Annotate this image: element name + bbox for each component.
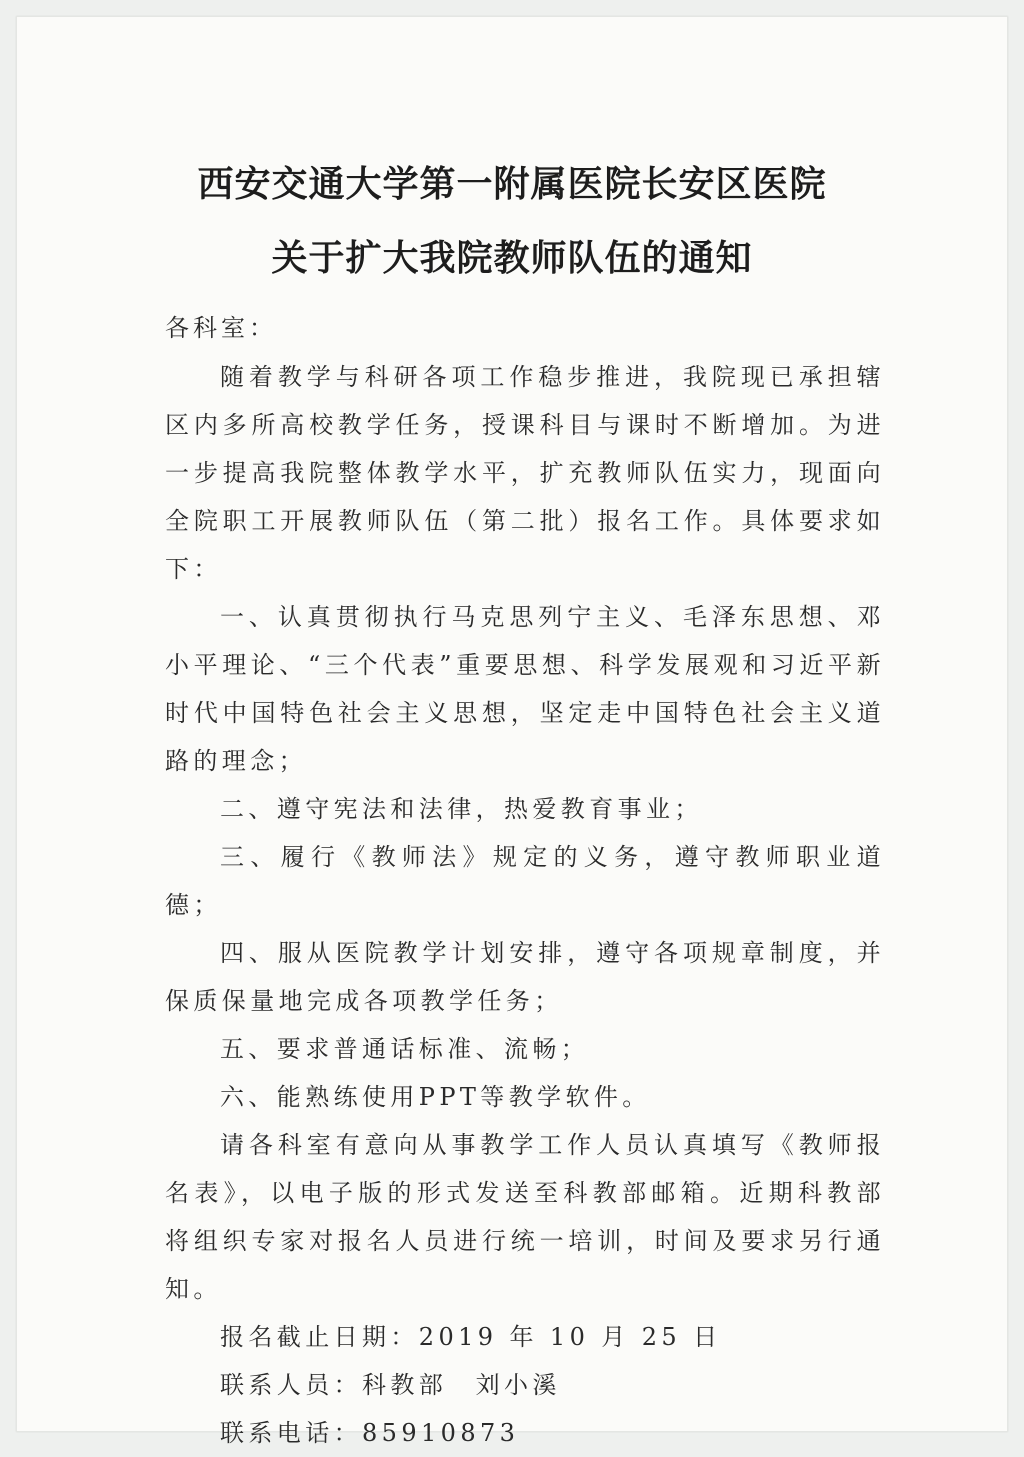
requirement-item-1: 一、认真贯彻执行马克思列宁主义、毛泽东思想、邓小平理论、“三个代表”重要思想、科学发展观和习近平新时代中国特色社会主义思想，坚定走中国特色社会主义道路的理念； [165,603,885,775]
salutation: 各科室： [165,314,277,342]
requirement-item-2: 二、遵守宪法和法律，热爱教育事业； [220,795,703,823]
intro-paragraph: 随着教学与科研各项工作稳步推进，我院现已承担辖区内多所高校教学任务，授课科目与课时不断增加。为进一步提高我院整体教学水平，扩充教师队伍实力，现面向全院职工开展教师队伍（第二批）报名工作。具体要求如下： [165,363,885,583]
contact-person: 联系人员：科教部 刘小溪 [220,1371,561,1399]
notice-title-line1: 西安交通大学第一附属医院长安区医院 [197,163,827,205]
requirement-item-3: 三、履行《教师法》规定的义务，遵守教师职业道德； [165,843,885,919]
requirement-item-6: 六、能熟练使用PPT等教学软件。 [220,1083,651,1111]
requirement-item-4: 四、服从医院教学计划安排，遵守各项规章制度，并保质保量地完成各项教学任务； [165,939,885,1015]
closing-paragraph: 请各科室有意向从事教学工作人员认真填写《教师报名表》，以电子版的形式发送至科教部邮箱。近期科教部将组织专家对报名人员进行统一培训，时间及要求另行通知。 [165,1131,885,1303]
registration-deadline: 报名截止日期：2019 年 10 月 25 日 [220,1323,722,1351]
notice-title-line2: 关于扩大我院教师队伍的通知 [271,237,753,279]
requirement-item-5: 五、要求普通话标准、流畅； [220,1035,590,1063]
contact-phone: 联系电话：85910873 [220,1419,520,1447]
notice-body [165,353,885,1457]
